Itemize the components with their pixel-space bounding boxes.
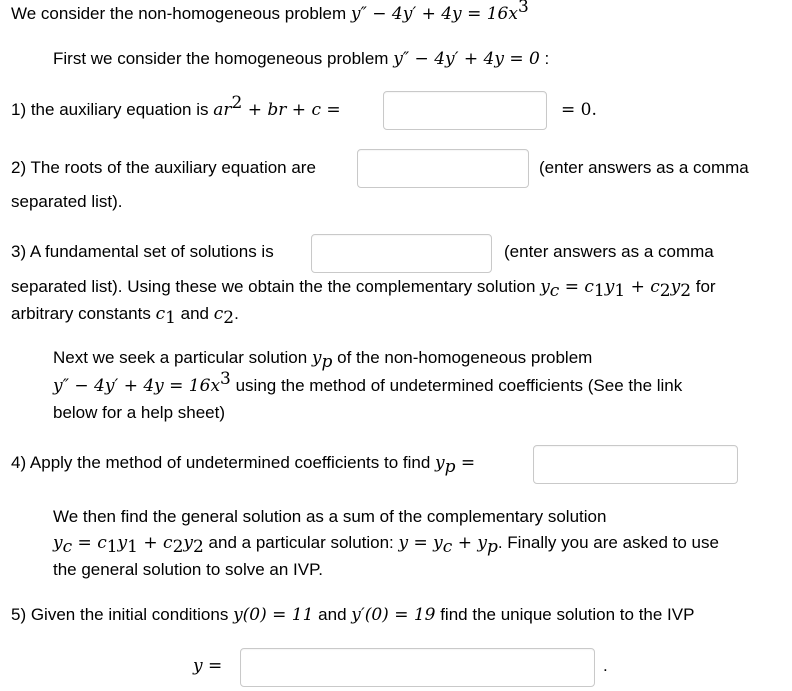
q3-cont2: arbitrary constants [11, 304, 156, 323]
q1-exp: 2 [231, 93, 243, 113]
general-y: y [398, 533, 409, 553]
homog-text: First we consider the homogeneous problem [53, 49, 394, 68]
general-y1-sub: 1 [127, 537, 138, 557]
q3-const-c2-sub: 2 [223, 308, 235, 328]
general-yc-sub2: c [442, 537, 453, 557]
q3-yc: y [540, 277, 550, 297]
q5-period: . [603, 656, 608, 675]
q5-ic1: y(0) = 11 [233, 605, 314, 625]
general-yc-sub: c [62, 537, 73, 557]
q3-y1-sub: 1 [614, 281, 626, 301]
q3-const-c1: c [155, 304, 166, 324]
q2-roots-input[interactable] [357, 149, 529, 188]
q3-const-c2: c [213, 304, 224, 324]
q3-y2-sub: 2 [680, 281, 692, 301]
next-line1 [53, 347, 593, 372]
q3-yc-rhs: = c [559, 277, 594, 297]
general-y2: y [183, 533, 193, 553]
general-yc: y [53, 533, 63, 553]
q3-c2-sub: 2 [659, 281, 671, 301]
general-eq-yc: = y [408, 533, 443, 553]
general-line2 [53, 532, 719, 557]
general-plus-c2: + c [137, 533, 173, 553]
next-l2b: using the method of undetermined coefficients (See the link [230, 376, 683, 395]
q2-note: (enter answers as a comma [539, 158, 749, 177]
q1-auxiliary-input[interactable] [383, 91, 547, 130]
q3-note: (enter answers as a comma [504, 242, 714, 261]
general-line3: the general solution to solve an IVP. [53, 560, 323, 579]
q5-y-label: y = [193, 656, 223, 676]
q5-ic2: y′(0) = 19 [351, 605, 436, 625]
next-l1a: Next we seek a particular solution [53, 348, 312, 367]
q3-yc-sub: c [549, 281, 560, 301]
general-y2-sub: 2 [193, 537, 204, 557]
q3-y1: y [604, 277, 615, 297]
q3-plus-c2: + c [625, 277, 660, 297]
q4-yp-sub: p [444, 457, 456, 477]
q3-period: . [234, 304, 239, 323]
q4-line [11, 452, 476, 477]
q3-text: 3) A fundamental set of solutions is [11, 242, 274, 261]
general-yp-sub: p [486, 537, 498, 557]
q3-cont1-line [11, 276, 716, 301]
q5-tail: find the unique solution to the IVP [435, 605, 695, 624]
intro-eq: = [461, 4, 487, 24]
q3-cont2-line [11, 303, 239, 328]
q4-yp: y [435, 453, 445, 473]
general-y1: y [117, 533, 128, 553]
q1-text: 1) the auxiliary equation is [11, 100, 214, 119]
intro-text: We consider the non-homogeneous problem [11, 4, 351, 23]
general-l2c: . Finally you are asked to use [497, 533, 719, 552]
next-ode: y″ − 4y′ + 4y = 16x [53, 376, 221, 396]
homog-colon: : [539, 49, 550, 68]
intro-ode-lhs: y″ − 4y′ + 4y [350, 4, 462, 24]
q2-cont: separated list). [11, 192, 123, 211]
general-c1-sub: 1 [106, 537, 118, 557]
q1-line [11, 93, 341, 121]
general-plus-yp: + y [452, 533, 487, 553]
general-l2b: and a particular solution: [203, 533, 399, 552]
intro-rhs-exp: 3 [517, 0, 529, 17]
q2-text: 2) The roots of the auxiliary equation are [11, 158, 316, 177]
intro-rhs: 16x [486, 4, 518, 24]
q3-and: and [175, 304, 214, 323]
q5-text: 5) Given the initial conditions [11, 605, 234, 624]
next-line2 [53, 369, 683, 397]
next-ode-exp: 3 [220, 369, 231, 389]
q5-and: and [313, 605, 352, 624]
q1-math: ar [213, 100, 232, 120]
q3-fundamental-set-input[interactable] [311, 234, 492, 273]
q3-cont1: separated list). Using these we obtain the the complementary solution [11, 277, 541, 296]
q4-eq: = [455, 453, 476, 473]
q4-particular-solution-input[interactable] [533, 445, 738, 484]
next-l1b: of the non-homogeneous problem [332, 348, 593, 367]
homog-line [53, 48, 549, 70]
intro-line [11, 0, 529, 25]
next-yp: y [311, 348, 322, 368]
q3-for: for [691, 277, 716, 296]
q5-ivp-solution-input[interactable] [240, 648, 595, 687]
q3-c1-sub: 1 [593, 281, 605, 301]
general-line1: We then find the general solution as a sum of the complementary solution [53, 507, 607, 526]
general-eq-c1: = c [72, 533, 107, 553]
q5-line [11, 604, 694, 626]
q1-after: = 0. [561, 100, 597, 120]
homog-ode: y″ − 4y′ + 4y = 0 [393, 49, 540, 69]
q3-const-c1-sub: 1 [165, 308, 176, 328]
q4-text: 4) Apply the method of undetermined coefficients to find [11, 453, 436, 472]
next-line3: below for a help sheet) [53, 403, 225, 422]
q1-math2: + br + c = [242, 100, 341, 120]
general-c2-sub: 2 [172, 537, 184, 557]
next-yp-sub: p [321, 352, 333, 372]
q3-y2: y [670, 277, 681, 297]
